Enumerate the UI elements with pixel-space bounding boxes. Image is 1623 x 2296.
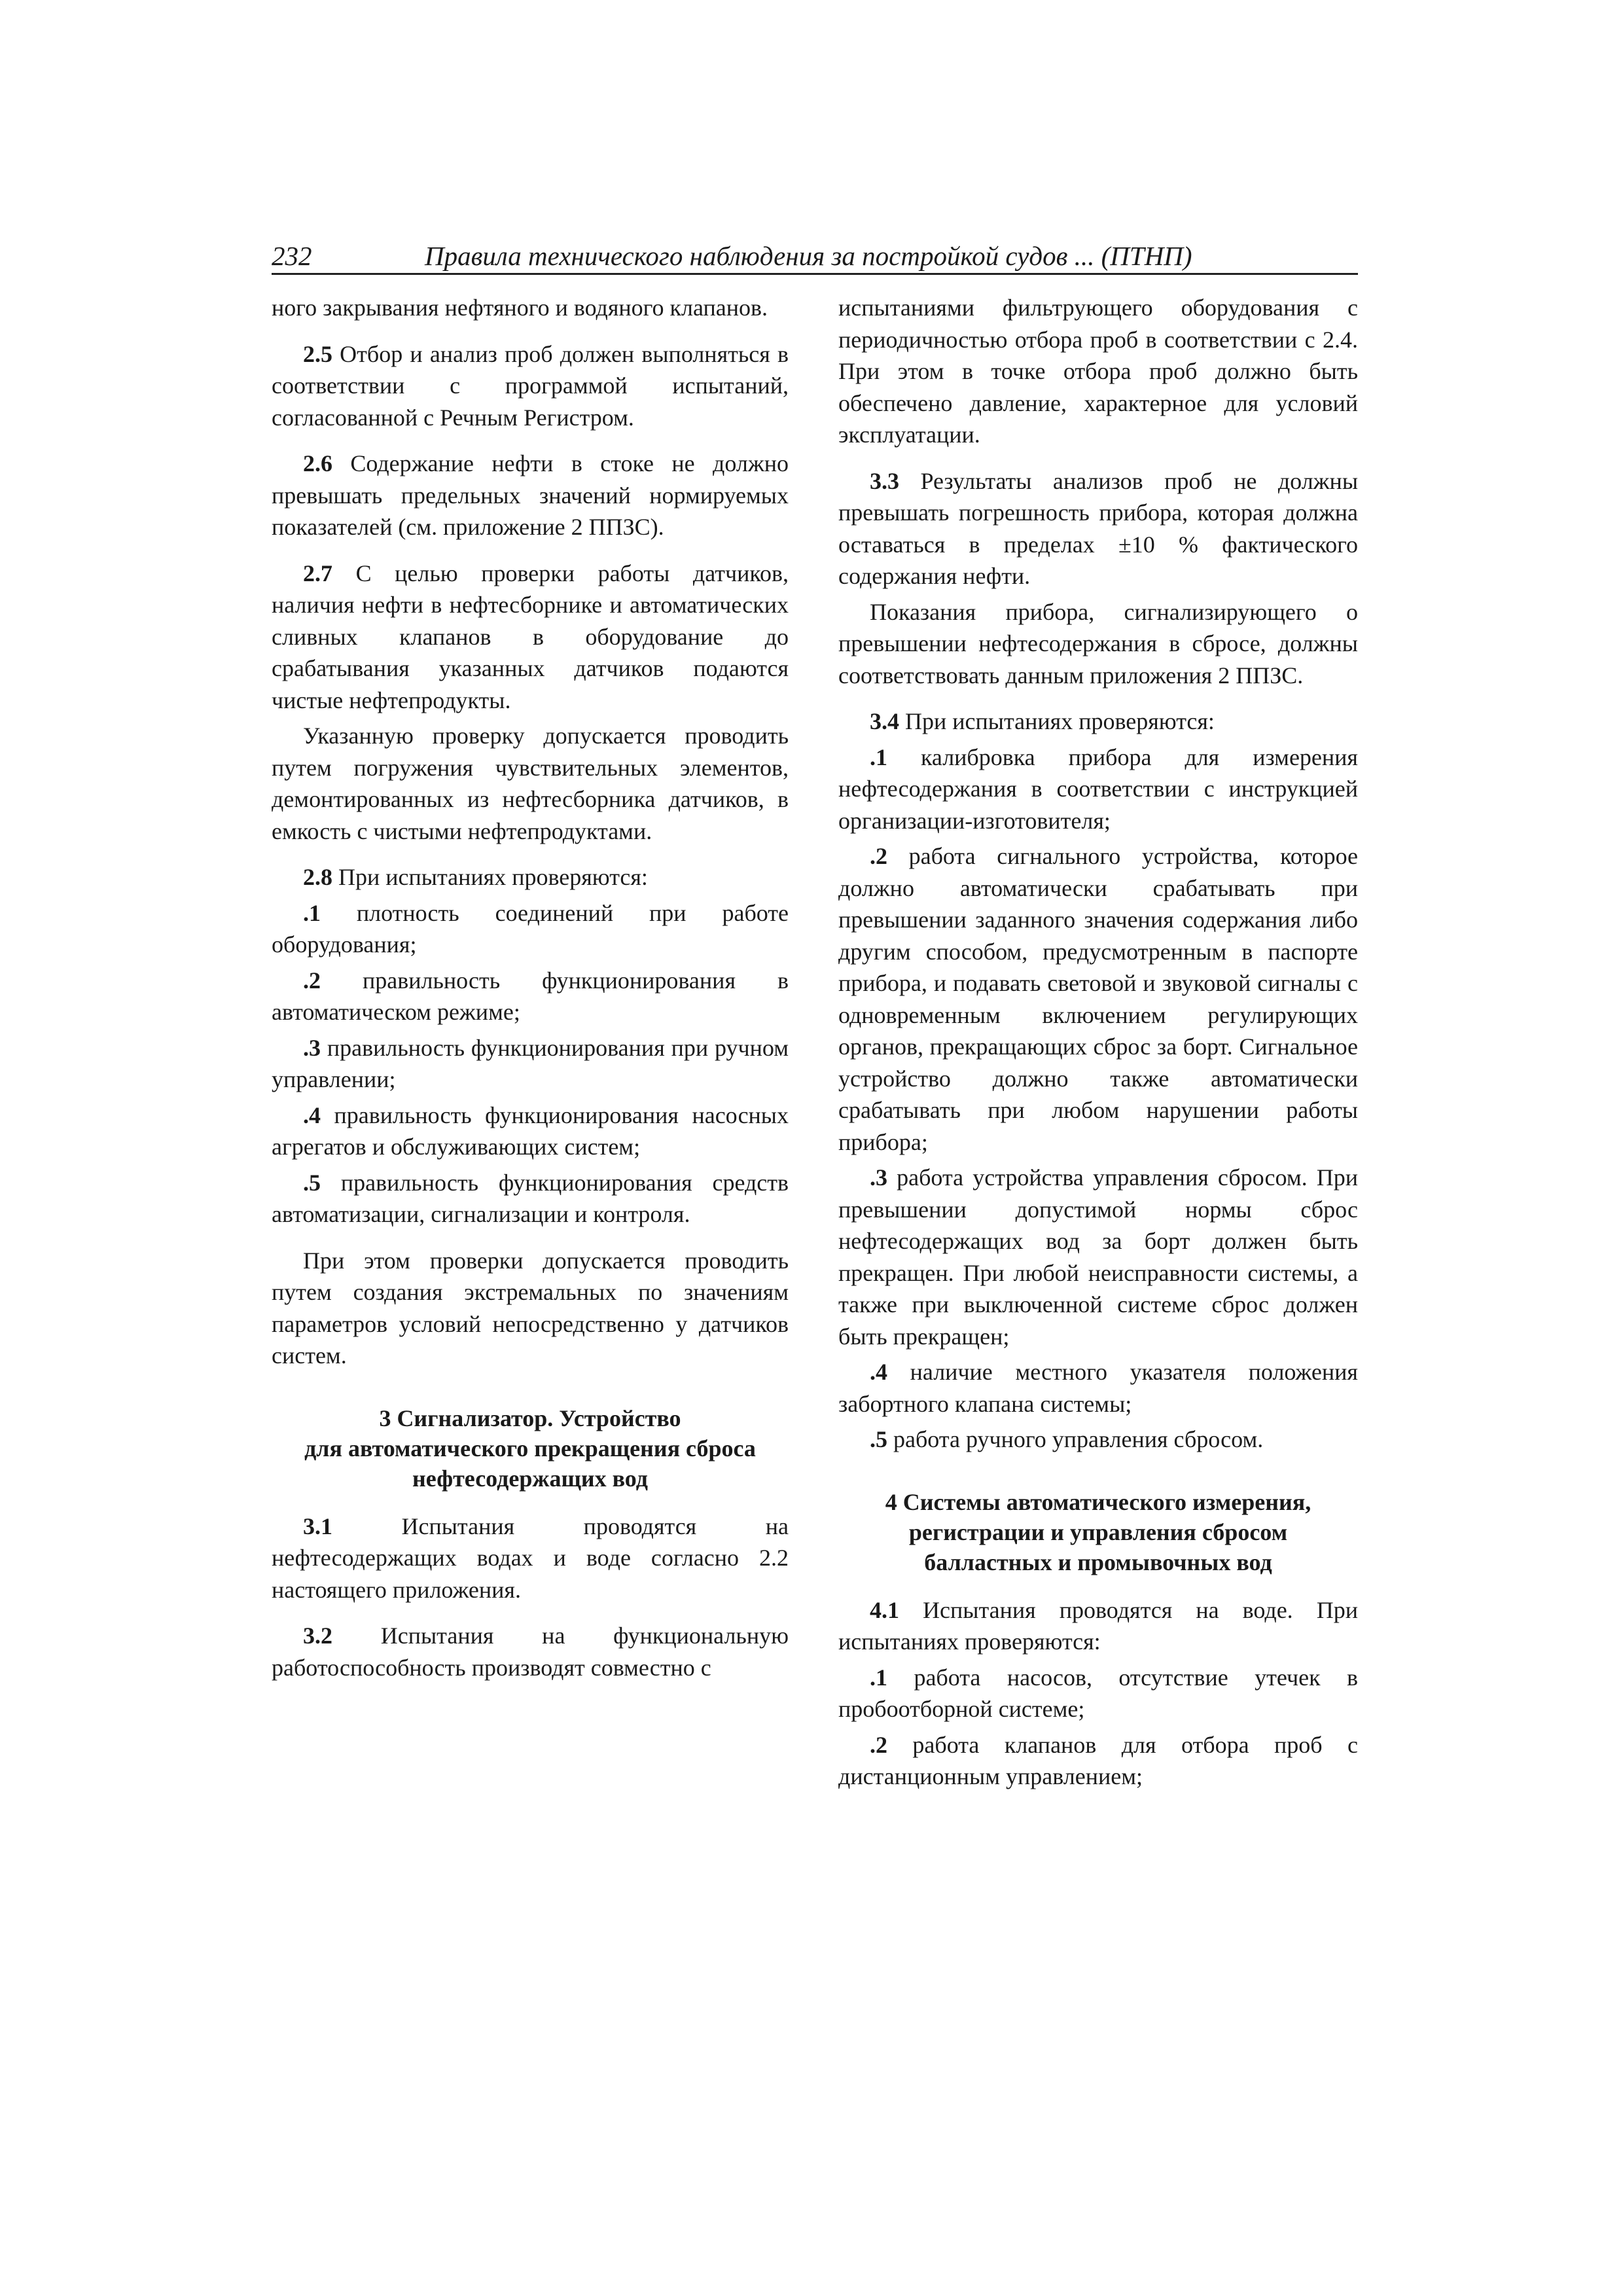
clause-3-4 <box>838 706 1358 738</box>
item-number: .4 <box>870 1359 887 1385</box>
item-text: правильность функционирования при ручном управлении; <box>272 1034 789 1092</box>
clause-2-7 <box>272 558 789 717</box>
clause-4-1 <box>838 1594 1358 1658</box>
clause-text: Содержание нефти в стоке не должно превышать предельных значений нормируемых показателей (см. приложение 2 ППЗС). <box>272 450 789 540</box>
item-number: .4 <box>303 1102 321 1128</box>
list-item <box>272 965 789 1028</box>
list-item <box>272 897 789 961</box>
list-item <box>272 1100 789 1163</box>
paragraph-text: При этом проверки допускается проводить путем создания экстремальных по значениям параметров условий непосредственно у датчиков систем. <box>272 1247 789 1369</box>
heading-line: 4 Системы автоматического измерения, <box>885 1488 1311 1515</box>
clause-text: Результаты анализов проб не должны превышать погрешность прибора, которая должна оставаться в пределах ±10 % фактического содержания нефти. <box>838 467 1358 589</box>
paragraph-text: ного закрывания нефтяного и водяного клапанов. <box>272 295 768 321</box>
item-number: .5 <box>870 1426 887 1452</box>
clause-text: При испытаниях проверяются: <box>332 864 648 890</box>
item-number: .2 <box>870 1731 887 1758</box>
heading-line: нефтесодержащих вод <box>412 1465 648 1492</box>
running-title: Правила технического наблюдения за постройкой судов ... (ПТНП) <box>425 241 1192 271</box>
clause-number: 3.1 <box>303 1513 332 1539</box>
item-text: калибровка прибора для измерения нефтесодержания в соответствии с инструкцией организации-изготовителя; <box>838 744 1358 834</box>
paragraph-text: Показания прибора, сигнализирующего о превышении нефтесодержания в сбросе, должны соответствовать данным приложения 2 ППЗС. <box>838 598 1358 689</box>
section-heading-3 <box>272 1403 789 1494</box>
item-number: .2 <box>870 843 887 869</box>
clause-text: При испытаниях проверяются: <box>899 708 1215 734</box>
item-text: плотность соединений при работе оборудования; <box>272 899 789 958</box>
clause-text: Испытания проводятся на воде. При испытаниях проверяются: <box>838 1596 1358 1655</box>
clause-2-5 <box>272 338 789 434</box>
item-text: работа устройства управления сбросом. При превышении допустимой нормы сброс нефтесодержащих вод за борт должен быть прекращен. При любой неисправности системы, а также при выключенной системе сброс должен быть прекращен; <box>838 1164 1358 1350</box>
clause-2-6 <box>272 448 789 543</box>
clause-text: Испытания на функциональную работоспособность производят совместно с <box>272 1623 789 1681</box>
item-text: работа насосов, отсутствие утечек в пробоотборной системе; <box>838 1664 1358 1722</box>
clause-text: С целью проверки работы датчиков, наличия нефти в нефтесборнике и автоматических сливных клапанов в оборудование до срабатывания указанных датчиков подаются чистые нефтепродукты. <box>272 560 789 713</box>
list-item <box>838 840 1358 1158</box>
clause-3-2 <box>272 1620 789 1683</box>
paragraph-text: Указанную проверку допускается проводить путем погружения чувствительных элементов, демонтированных из нефтесборника датчиков, в емкость с чистыми нефтепродуктами. <box>272 723 789 844</box>
clause-text: Отбор и анализ проб должен выполняться в соответствии с программой испытаний, согласованной с Речным Регистром. <box>272 340 789 431</box>
item-number: .3 <box>303 1034 321 1061</box>
list-item <box>272 1167 789 1230</box>
list-item <box>838 1662 1358 1725</box>
clause-number: 3.3 <box>870 467 899 494</box>
heading-line: балластных и промывочных вод <box>924 1549 1272 1575</box>
item-text: работа клапанов для отбора проб с дистанционным управлением; <box>838 1731 1358 1789</box>
clause-3-3 <box>838 465 1358 592</box>
clause-number: 2.6 <box>303 450 332 476</box>
paragraph-text: испытаниями фильтрующего оборудования с периодичностью отбора проб в соответствии с 2.4. При этом в точке отбора проб должно быть обеспечено давление, характерное для условий эксплуатации. <box>838 295 1358 448</box>
clause-number: 3.2 <box>303 1623 332 1649</box>
clause-text: Испытания проводятся на нефтесодержащих водах и воде согласно 2.2 настоящего приложения. <box>272 1513 789 1603</box>
item-number: .1 <box>303 899 321 926</box>
heading-line: регистрации и управления сбросом <box>908 1518 1288 1545</box>
list-item <box>838 1356 1358 1420</box>
item-number: .1 <box>870 744 887 770</box>
clause-2-8 <box>272 861 789 893</box>
section-heading-4 <box>838 1487 1358 1577</box>
heading-line: для автоматического прекращения сброса <box>304 1435 756 1462</box>
heading-line: 3 Сигнализатор. Устройство <box>379 1405 681 1431</box>
item-text: работа ручного управления сбросом. <box>887 1426 1264 1452</box>
item-text: наличие местного указателя положения забортного клапана системы; <box>838 1359 1358 1417</box>
item-number: .5 <box>303 1169 321 1196</box>
paragraph <box>838 292 1358 451</box>
list-item <box>838 1729 1358 1793</box>
clause-number: 2.5 <box>303 340 332 367</box>
paragraph <box>272 720 789 847</box>
list-item <box>838 1424 1358 1456</box>
list-item <box>272 1032 789 1096</box>
item-number: .1 <box>870 1664 887 1691</box>
list-item <box>838 1162 1358 1352</box>
page-number: 232 <box>272 241 312 271</box>
running-header <box>272 239 1358 275</box>
item-text: правильность функционирования в автоматическом режиме; <box>272 967 789 1025</box>
right-column <box>838 292 1358 1797</box>
paragraph <box>272 292 789 324</box>
clause-number: 3.4 <box>870 708 899 734</box>
item-text: правильность функционирования насосных агрегатов и обслуживающих систем; <box>272 1102 789 1160</box>
item-number: .3 <box>870 1164 887 1191</box>
clause-number: 2.8 <box>303 864 332 890</box>
paragraph <box>838 596 1358 692</box>
item-text: правильность функционирования средств автоматизации, сигнализации и контроля. <box>272 1169 789 1227</box>
clause-number: 4.1 <box>870 1596 899 1623</box>
left-column <box>272 292 789 1698</box>
list-item <box>838 742 1358 837</box>
item-number: .2 <box>303 967 321 994</box>
item-text: работа сигнального устройства, которое должно автоматически срабатывать при превышении заданного значения содержания либо другим способом, предусмотренным в паспорте прибора, и подавать световой и звуковой сигналы с одновременным включением регулирующих органов, прекращающих сброс за борт. Сигнальное устройство должно также автоматически срабатывать при любом нарушении работы прибора; <box>838 843 1358 1155</box>
paragraph <box>272 1245 789 1372</box>
clause-3-1 <box>272 1511 789 1606</box>
clause-number: 2.7 <box>303 560 332 586</box>
